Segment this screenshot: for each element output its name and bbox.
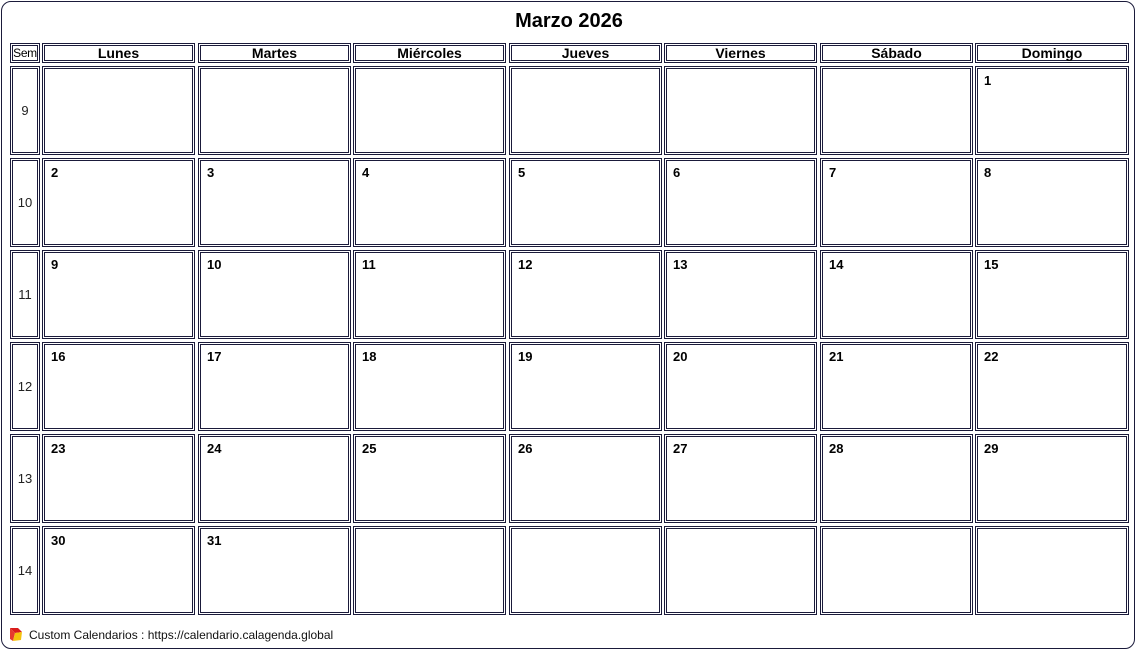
day-number: 14 xyxy=(829,257,844,272)
day-cell[interactable] xyxy=(820,250,973,339)
day-number: 3 xyxy=(207,165,215,180)
week-number: 14 xyxy=(10,526,40,615)
day-cell[interactable] xyxy=(820,434,973,523)
day-number: 6 xyxy=(673,165,681,180)
day-header-miercoles: Miércoles xyxy=(353,43,506,63)
day-header-domingo: Domingo xyxy=(975,43,1129,63)
day-cell[interactable] xyxy=(509,342,662,431)
day-cell[interactable] xyxy=(975,66,1129,155)
empty-day-cell[interactable] xyxy=(42,66,195,155)
day-cell[interactable] xyxy=(820,342,973,431)
day-number: 28 xyxy=(829,441,844,456)
empty-day-cell[interactable] xyxy=(820,526,973,615)
day-number: 27 xyxy=(673,441,688,456)
day-number: 23 xyxy=(51,441,66,456)
week-number: 10 xyxy=(10,158,40,247)
day-number: 29 xyxy=(984,441,999,456)
day-cell[interactable] xyxy=(975,158,1129,247)
day-cell[interactable] xyxy=(42,250,195,339)
day-cell[interactable] xyxy=(198,158,351,247)
empty-day-cell[interactable] xyxy=(198,66,351,155)
day-cell[interactable] xyxy=(42,342,195,431)
day-number: 18 xyxy=(362,349,377,364)
day-cell[interactable] xyxy=(198,526,351,615)
day-number: 1 xyxy=(984,73,992,88)
day-number: 4 xyxy=(362,165,370,180)
week-number: 9 xyxy=(10,66,40,155)
day-number: 24 xyxy=(207,441,222,456)
day-number: 9 xyxy=(51,257,59,272)
day-number: 17 xyxy=(207,349,222,364)
day-number: 19 xyxy=(518,349,533,364)
day-cell[interactable] xyxy=(975,250,1129,339)
day-number: 5 xyxy=(518,165,526,180)
day-header-viernes: Viernes xyxy=(664,43,817,63)
day-number: 30 xyxy=(51,533,66,548)
week-number: 11 xyxy=(10,250,40,339)
day-cell[interactable] xyxy=(353,434,506,523)
empty-day-cell[interactable] xyxy=(820,66,973,155)
empty-day-cell[interactable] xyxy=(975,526,1129,615)
calendar-title: Marzo 2026 xyxy=(515,10,623,32)
day-number: 25 xyxy=(362,441,377,456)
day-cell[interactable] xyxy=(509,250,662,339)
day-number: 7 xyxy=(829,165,837,180)
day-cell[interactable] xyxy=(664,342,817,431)
day-number: 13 xyxy=(673,257,688,272)
day-number: 22 xyxy=(984,349,999,364)
empty-day-cell[interactable] xyxy=(353,526,506,615)
day-cell[interactable] xyxy=(353,158,506,247)
day-number: 20 xyxy=(673,349,688,364)
week-column-header: Sem xyxy=(10,43,40,63)
day-cell[interactable] xyxy=(42,526,195,615)
empty-day-cell[interactable] xyxy=(664,526,817,615)
day-number: 8 xyxy=(984,165,992,180)
day-cell[interactable] xyxy=(975,342,1129,431)
day-number: 26 xyxy=(518,441,533,456)
calagenda-logo-icon xyxy=(9,627,23,643)
day-cell[interactable] xyxy=(42,158,195,247)
footer-text[interactable]: Custom Calendarios : https://calendario.calagenda.global xyxy=(29,628,334,642)
week-number: 13 xyxy=(10,434,40,523)
day-number: 2 xyxy=(51,165,59,180)
day-number: 11 xyxy=(362,257,376,272)
day-cell[interactable] xyxy=(664,434,817,523)
day-header-lunes: Lunes xyxy=(42,43,195,63)
empty-day-cell[interactable] xyxy=(353,66,506,155)
day-number: 15 xyxy=(984,257,999,272)
day-number: 16 xyxy=(51,349,66,364)
day-number: 12 xyxy=(518,257,533,272)
week-number: 12 xyxy=(10,342,40,431)
day-cell[interactable] xyxy=(664,250,817,339)
day-header-martes: Martes xyxy=(198,43,351,63)
day-header-sabado: Sábado xyxy=(820,43,973,63)
day-cell[interactable] xyxy=(42,434,195,523)
day-cell[interactable] xyxy=(198,250,351,339)
day-cell[interactable] xyxy=(198,434,351,523)
day-cell[interactable] xyxy=(198,342,351,431)
empty-day-cell[interactable] xyxy=(509,66,662,155)
empty-day-cell[interactable] xyxy=(509,526,662,615)
day-number: 21 xyxy=(829,349,844,364)
day-cell[interactable] xyxy=(509,434,662,523)
footer xyxy=(9,625,333,645)
day-cell[interactable] xyxy=(353,342,506,431)
empty-day-cell[interactable] xyxy=(664,66,817,155)
day-cell[interactable] xyxy=(509,158,662,247)
day-header-jueves: Jueves xyxy=(509,43,662,63)
day-number: 31 xyxy=(207,533,222,548)
day-cell[interactable] xyxy=(820,158,973,247)
day-cell[interactable] xyxy=(975,434,1129,523)
day-cell[interactable] xyxy=(664,158,817,247)
day-number: 10 xyxy=(207,257,222,272)
day-cell[interactable] xyxy=(353,250,506,339)
